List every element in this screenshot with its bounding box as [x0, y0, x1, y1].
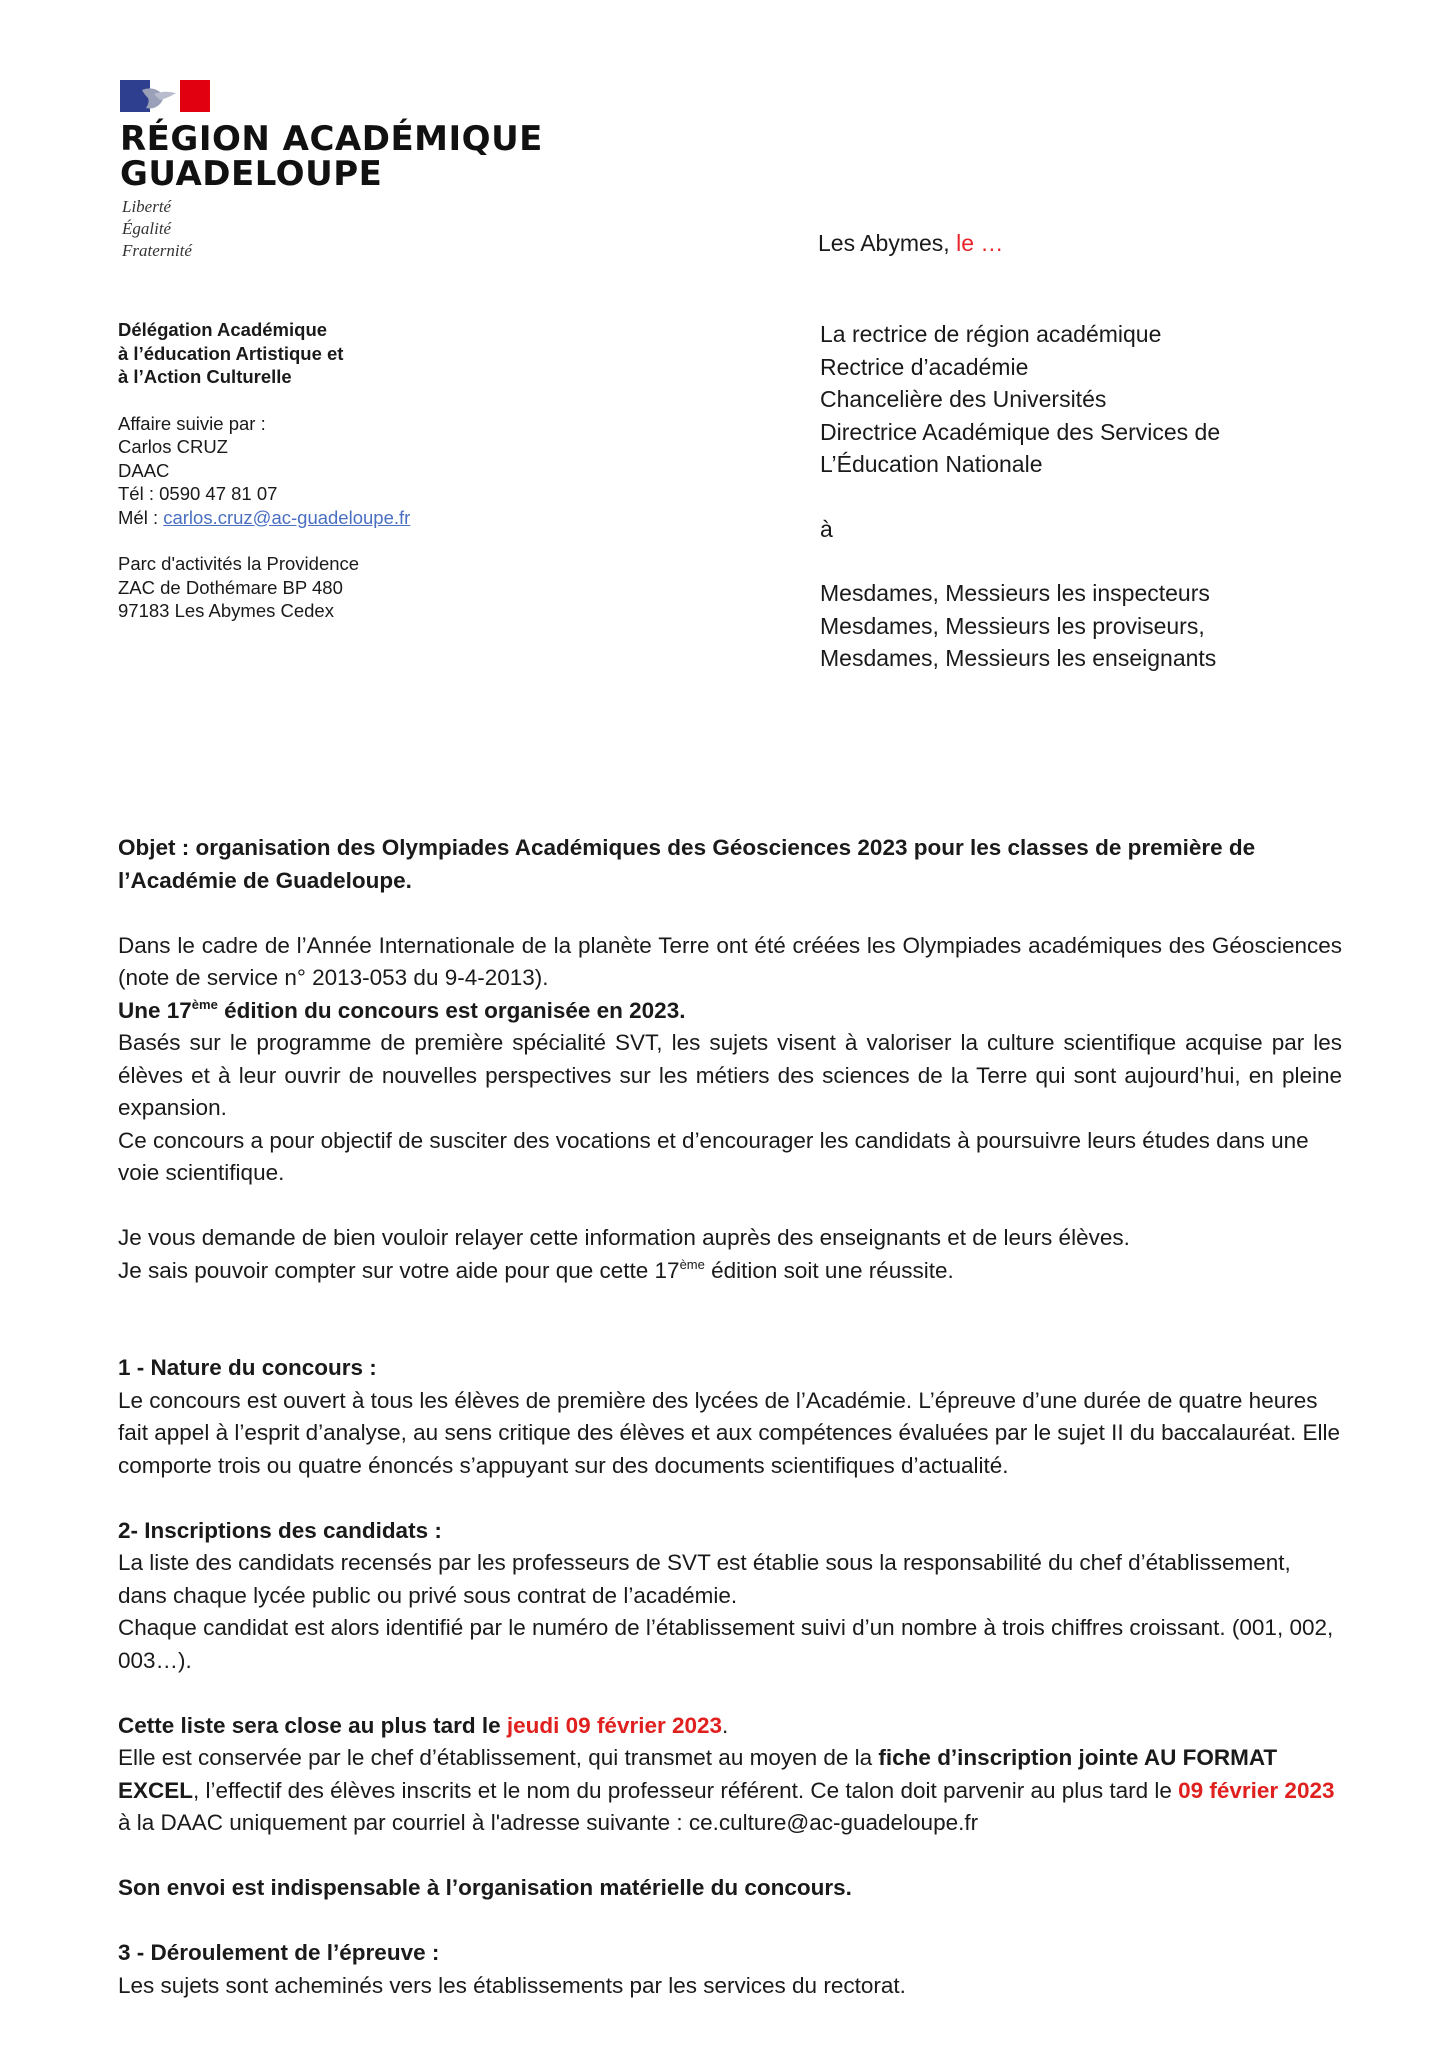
motto-egalite: Égalité [122, 219, 172, 238]
edition-line: Une 17ème édition du concours est organisée en 2023. [118, 996, 686, 1023]
sender-phone: Tél : 0590 47 81 07 [118, 483, 278, 504]
logo-title-line-1: RÉGION ACADÉMIQUE [120, 119, 543, 159]
section-3-heading: 3 - Déroulement de l’épreuve : [118, 1940, 440, 1965]
from-title-line: Chancelière des Universités [820, 386, 1107, 412]
relay-paragraph: Je vous demande de bien vouloir relayer cette information auprès des enseignants et de leurs élèves. [118, 1225, 1130, 1250]
closing-date: jeudi 09 février 2023 [506, 1712, 723, 1738]
email-label: Mél : [118, 506, 159, 528]
recipient-block [820, 318, 1220, 675]
section-2-text-2: Chaque candidat est alors identifié par le numéro de l’établissement suivi d’un nombre à trois chiffres croissant. (001, 002, 003…). [118, 1615, 1334, 1673]
marianne-flag-icon [120, 80, 210, 112]
followed-by-label: Affaire suivie par : [118, 412, 266, 434]
sender-unit: DAAC [118, 459, 170, 481]
address-line: Parc d'activités la Providence [118, 553, 360, 574]
address-line: ZAC de Dothémare BP 480 [118, 576, 343, 598]
section-2-heading: 2- Inscriptions des candidats : [118, 1517, 442, 1543]
envoi-note: Son envoi est indispensable à l’organisation matérielle du concours. [118, 1875, 852, 1900]
sender-dept-line: Délégation Académique [118, 319, 328, 340]
to-recipient-line: Mesdames, Messieurs les enseignants [820, 645, 1217, 671]
date-placeholder: le … [956, 230, 1004, 256]
bases-paragraph: Basés sur le programme de première spécialité SVT, les sujets visent à valoriser la culture scientifique acquise par les élèves et à leur ouvrir de nouvelles perspectives sur les métiers des sciences de la Terre qui sont aujourd’hui, en pleine expansion. [118, 1030, 1342, 1120]
from-title-line: L’Éducation Nationale [820, 451, 1043, 477]
sender-name: Carlos CRUZ [118, 436, 228, 457]
count-paragraph: Je sais pouvoir compter sur votre aide pour que cette 17ème édition soit une réussite. [118, 1256, 954, 1283]
motto-liberte: Liberté [122, 197, 172, 216]
to-word: à [820, 515, 833, 542]
sender-dept-line: à l’Action Culturelle [118, 366, 292, 387]
to-recipient-line: Mesdames, Messieurs les proviseurs, [820, 612, 1205, 639]
logo-title-line-2: GUADELOUPE [120, 154, 383, 194]
section-1-heading: 1 - Nature du concours : [118, 1355, 377, 1380]
motto-fraternite: Fraternité [122, 241, 192, 260]
kept-paragraph: Elle est conservée par le chef d’établissement, qui transmet au moyen de la fiche d’inscription jointe AU FORMAT EXCEL, l’effectif des élèves inscrits et le nom du professeur référent. Ce talon doit parvenir au plus tard le 09 février 2023 à la DAAC uniquement par courriel à l'adresse suivante : ce.culture@ac-guadeloupe.fr [118, 1745, 1335, 1835]
intro-paragraph: Dans le cadre de l’Année Internationale de la planète Terre ont été créées les Olympiades académiques des Géosciences (note de service n° 2013-053 du 9-4-2013). [118, 932, 1342, 990]
to-recipient-line: Mesdames, Messieurs les inspecteurs [820, 580, 1210, 606]
from-title-line: Directrice Académique des Services de [820, 418, 1221, 445]
section-3-text: Les sujets sont acheminés vers les établissements par les services du rectorat. [118, 1972, 906, 1998]
date-place: Les Abymes, [818, 230, 950, 256]
sender-block [118, 318, 410, 623]
date-line [818, 228, 1003, 258]
from-title-line: Rectrice d’académie [820, 353, 1029, 380]
section-1-text: Le concours est ouvert à tous les élèves de première des lycées de l’Académie. L’épreuve d’une durée de quatre heures fait appel à l’esprit d’analyse, au sens critique des élèves et aux compétences évaluées par le sujet II du baccalauréat. Elle comporte trois ou quatre énoncés s’appuyant sur des documents scientifiques d’actualité. [118, 1387, 1340, 1478]
sender-email-line [118, 506, 410, 530]
closing-date-line: Cette liste sera close au plus tard le jeudi 09 février 2023. [118, 1712, 729, 1738]
email-link[interactable]: carlos.cruz@ac-guadeloupe.fr [163, 506, 411, 528]
objective-paragraph: Ce concours a pour objectif de susciter des vocations et d’encourager les candidats à poursuivre leurs études dans une voie scientifique. [118, 1127, 1309, 1185]
from-title-line: La rectrice de région académique [820, 321, 1162, 347]
republic-motto [122, 196, 192, 262]
subject-line: Objet : organisation des Olympiades Académiques des Géosciences 2023 pour les classes de première de l’Académie de Guadeloupe. [118, 835, 1256, 893]
address-line: 97183 Les Abymes Cedex [118, 600, 334, 621]
section-2-text-1: La liste des candidats recensés par les professeurs de SVT est établie sous la responsabilité du chef d’établissement, dans chaque lycée public ou privé sous contrat de l’académie. [118, 1550, 1291, 1608]
letter-body [118, 832, 1342, 2002]
deadline-date: 09 février 2023 [1178, 1777, 1335, 1803]
sender-dept-line: à l’éducation Artistique et [118, 342, 344, 364]
